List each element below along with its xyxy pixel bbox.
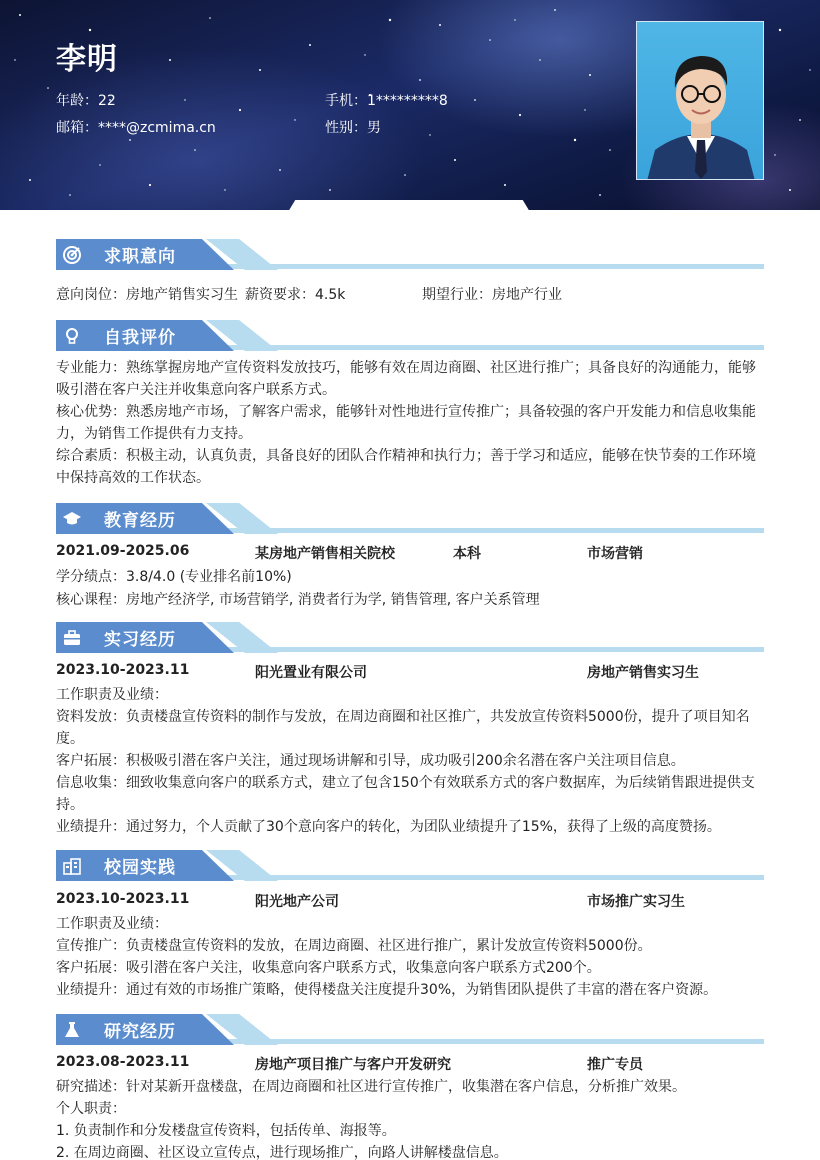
research-project: 房地产项目推广与客户开发研究 — [255, 1057, 451, 1073]
intent-salary: 薪资要求：4.5k — [245, 287, 346, 303]
education-courses: 核心课程：房地产经济学, 市场营销学, 消费者行为学, 销售管理, 客户关系管理 — [56, 592, 540, 608]
self-eval-quality: 综合素质：积极主动，认真负责，具备良好的团队合作精神和执行力；善于学习和适应，能够在快节奏的工作环境中保持高效的工作状态。 — [56, 448, 756, 486]
intent-position: 意向岗位：房地产销售实习生 — [56, 287, 238, 303]
research-role: 推广专员 — [587, 1057, 643, 1073]
section-title: 自我评价 — [104, 328, 176, 348]
section-title: 校园实践 — [104, 858, 176, 878]
campus-org: 阳光地产公司 — [255, 894, 339, 910]
campus-duties-heading: 工作职责及业绩： — [56, 916, 168, 932]
resume-header — [0, 0, 820, 210]
section-education — [56, 503, 764, 537]
research-line: 2. 在周边商圈、社区设立宣传点，进行现场推广，向路人讲解楼盘信息。 — [56, 1145, 508, 1160]
campus-line: 客户拓展：吸引潜在客户关注，收集意向客户联系方式，收集意向客户联系方式200个。 — [56, 960, 601, 976]
phone-field: 手机：1*********8 — [325, 93, 448, 109]
research-line: 个人职责： — [56, 1101, 126, 1117]
campus-role: 市场推广实习生 — [587, 894, 685, 910]
section-internship — [56, 622, 764, 656]
section-title: 求职意向 — [104, 247, 176, 267]
education-degree: 本科 — [453, 546, 481, 562]
profile-photo — [636, 21, 764, 180]
graduation-cap-icon — [62, 509, 82, 529]
internship-duties-heading: 工作职责及业绩： — [56, 687, 168, 703]
internship-line: 信息收集：细致收集意向客户的联系方式，建立了包含150个有效联系方式的客户数据库，为后续销售跟进提供支持。 — [56, 775, 755, 813]
education-school: 某房地产销售相关院校 — [255, 546, 395, 562]
avatar-illustration — [637, 22, 764, 180]
buildings-icon — [62, 856, 82, 876]
email-field: 邮箱：****@zcmima.cn — [56, 120, 216, 136]
section-campus — [56, 850, 764, 884]
internship-date: 2023.10-2023.11 — [56, 662, 190, 678]
section-title: 研究经历 — [104, 1022, 176, 1042]
target-icon — [62, 245, 82, 265]
internship-line: 客户拓展：积极吸引潜在客户关注，通过现场讲解和引导，成功吸引200余名潜在客户关注项目信息。 — [56, 753, 685, 769]
header-notch — [288, 200, 530, 212]
section-research — [56, 1014, 764, 1048]
candidate-name: 李明 — [56, 42, 118, 77]
flask-icon — [62, 1020, 82, 1040]
bulb-icon — [62, 326, 82, 346]
gender-field: 性别：男 — [325, 120, 381, 136]
section-job-intent — [56, 239, 764, 273]
campus-line: 业绩提升：通过有效的市场推广策略，使得楼盘关注度提升30%，为销售团队提供了丰富的潜在客户资源。 — [56, 982, 718, 998]
campus-date: 2023.10-2023.11 — [56, 891, 190, 907]
self-eval-strength: 核心优势：熟悉房地产市场，了解客户需求，能够针对性地进行宣传推广；具备较强的客户开发能力和信息收集能力，为销售工作提供有力支持。 — [56, 404, 756, 442]
education-major: 市场营销 — [587, 546, 643, 562]
section-title: 教育经历 — [104, 511, 176, 531]
education-date: 2021.09-2025.06 — [56, 543, 190, 559]
age-field: 年龄：22 — [56, 93, 116, 109]
internship-line: 业绩提升：通过努力，个人贡献了30个意向客户的转化，为团队业绩提升了15%，获得了上级的高度赞扬。 — [56, 819, 721, 835]
intent-industry: 期望行业：房地产行业 — [422, 287, 562, 303]
section-title: 实习经历 — [104, 630, 176, 650]
research-line: 研究描述：针对某新开盘楼盘，在周边商圈和社区进行宣传推广，收集潜在客户信息，分析推广效果。 — [56, 1079, 686, 1095]
section-self-eval — [56, 320, 764, 354]
internship-role: 房地产销售实习生 — [587, 665, 699, 681]
internship-company: 阳光置业有限公司 — [255, 665, 367, 681]
campus-line: 宣传推广：负责楼盘宣传资料的发放，在周边商圈、社区进行推广，累计发放宣传资料5000份。 — [56, 938, 652, 954]
internship-line: 资料发放：负责楼盘宣传资料的制作与发放，在周边商圈和社区推广，共发放宣传资料5000份，提升了项目知名度。 — [56, 709, 750, 747]
briefcase-icon — [62, 628, 82, 648]
research-line: 1. 负责制作和分发楼盘宣传资料，包括传单、海报等。 — [56, 1123, 396, 1139]
research-date: 2023.08-2023.11 — [56, 1054, 190, 1070]
education-gpa: 学分绩点：3.8/4.0 (专业排名前10%) — [56, 569, 292, 585]
self-eval-professional: 专业能力：熟练掌握房地产宣传资料发放技巧，能够有效在周边商圈、社区进行推广；具备良好的沟通能力，能够吸引潜在客户关注并收集意向客户联系方式。 — [56, 360, 756, 398]
